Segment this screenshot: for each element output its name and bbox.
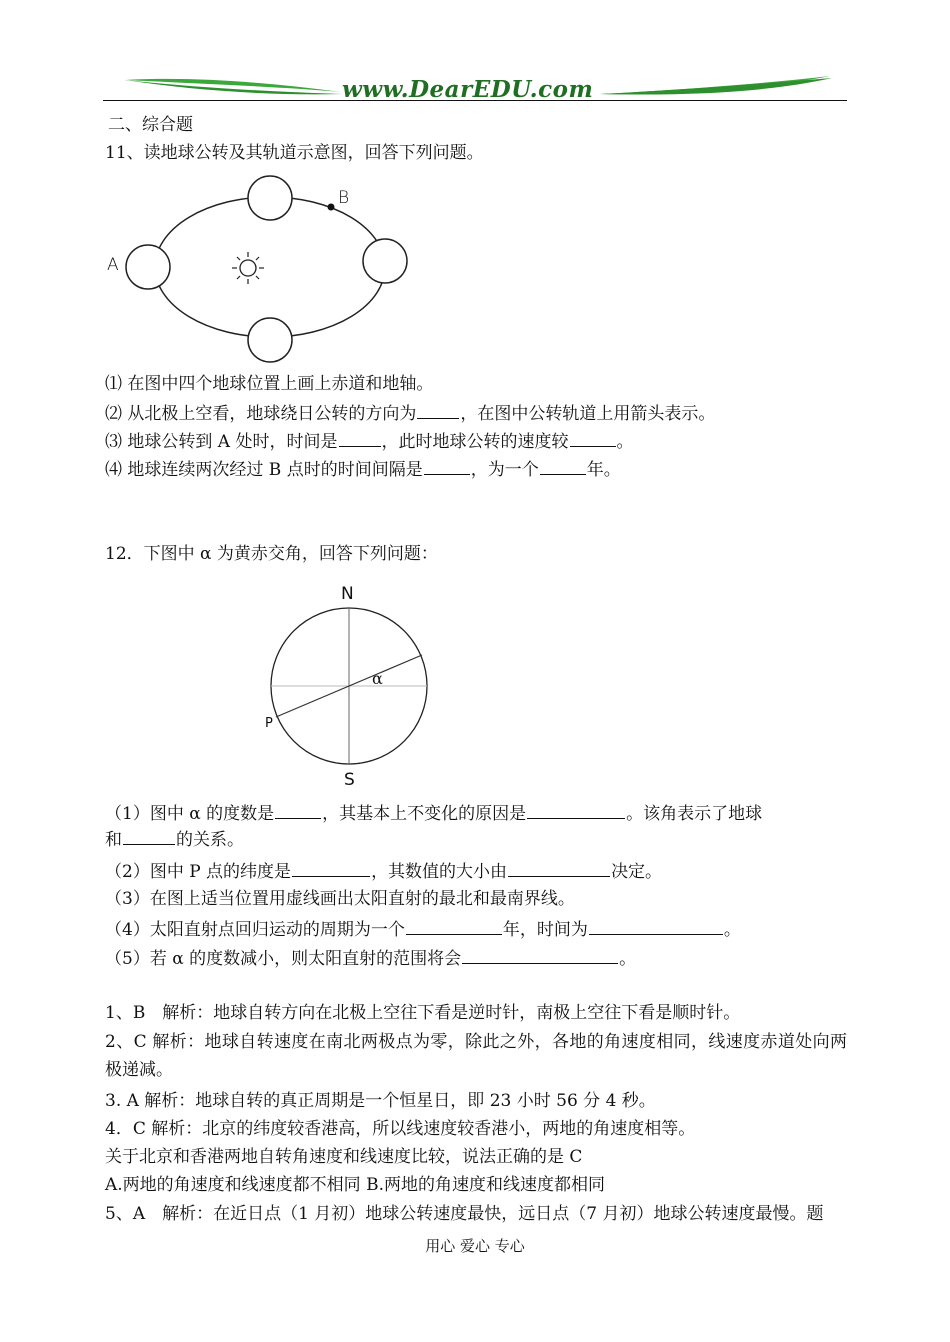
q11-item1: ⑴ 在图中四个地球位置上画上赤道和地轴。	[105, 374, 434, 394]
answer-3: 3. A 解析：地球自转的真正周期是一个恒星日，即 23 小时 56 分 4 秒。	[105, 1091, 656, 1111]
label-alpha: α	[372, 669, 383, 688]
q12-blank-reason[interactable]	[527, 801, 625, 819]
q12-blank-latitude[interactable]	[292, 859, 370, 877]
q11-blank-year[interactable]	[540, 457, 586, 475]
answer-4-question: 关于北京和香港两地自转角速度和线速度比较，说法正确的是 C	[105, 1147, 583, 1167]
answer-2: 2、C 解析：地球自转速度在南北两极点为零，除此之外，各地的角速度相同，线速度赤道处向两极递减。	[105, 1032, 847, 1080]
answer-5: 5、A 解析：在近日点（1 月初）地球公转速度最快，远日点（7 月初）地球公转速度最慢。题	[105, 1204, 824, 1224]
header-logo: www.DearEDU.com	[342, 76, 594, 103]
q11-title: 11、读地球公转及其轨道示意图，回答下列问题。	[105, 143, 484, 163]
earth-top	[248, 176, 292, 220]
answer-4-options: A.两地的角速度和线速度都不相同 B.两地的角速度和线速度都相同	[105, 1175, 605, 1195]
q11-item3: ⑶ 地球公转到 A 处时，时间是 ，此时地球公转的速度较 。	[105, 429, 634, 453]
q11-blank-direction[interactable]	[417, 401, 459, 419]
q12-blank-range[interactable]	[462, 946, 618, 964]
label-n: N	[341, 584, 354, 604]
q12-blank-duration[interactable]	[589, 917, 723, 935]
obliquity-diagram	[262, 580, 442, 795]
section-title: 二、综合题	[108, 115, 193, 135]
q12-blank-relation[interactable]	[123, 827, 175, 845]
label-p: P	[265, 716, 273, 731]
answer-4: 4．C 解析：北京的纬度较香港高，所以线速度较香港小，两地的角速度相等。	[105, 1119, 696, 1139]
q11-blank-time[interactable]	[339, 429, 381, 447]
label-a: A	[107, 255, 119, 275]
label-b: B	[338, 188, 350, 208]
earth-right	[363, 239, 407, 283]
q11-blank-interval[interactable]	[424, 457, 470, 475]
orbit-diagram	[100, 170, 420, 370]
q12-item3: （3）在图上适当位置用虚线画出太阳直射的最北和最南界线。	[105, 889, 575, 909]
answer-1: 1、B 解析：地球自转方向在北极上空往下看是逆时针，南极上空往下看是顺时针。	[105, 1003, 741, 1023]
q12-item4: （4）太阳直射点回归运动的周期为一个 年，时间为 。	[105, 917, 741, 941]
q12-blank-degree[interactable]	[275, 801, 321, 819]
q12-item1: （1）图中 α 的度数是 ，其基本上不变化的原因是 。该角表示了地球 和 的关系。	[105, 801, 847, 853]
q11-item4: ⑷ 地球连续两次经过 B 点时的时间间隔是 ，为一个 年。	[105, 457, 621, 481]
label-s: S	[344, 770, 355, 790]
q11-blank-speed[interactable]	[570, 429, 616, 447]
q11-item2: ⑵ 从北极上空看，地球绕日公转的方向为 ，在图中公转轨道上用箭头表示。	[105, 401, 715, 425]
q12-item5: （5）若 α 的度数减小，则太阳直射的范围将会 。	[105, 946, 636, 970]
q12-blank-period[interactable]	[406, 917, 502, 935]
page-footer: 用心 爱心 专心	[425, 1237, 525, 1255]
q12-blank-factor[interactable]	[508, 859, 610, 877]
earth-bottom	[248, 318, 292, 362]
header-rule	[103, 100, 847, 101]
q12-item2: （2）图中 P 点的纬度是 ，其数值的大小由 决定。	[105, 859, 662, 883]
point-b	[328, 204, 335, 211]
earth-left	[126, 245, 170, 289]
q12-title: 12．下图中 α 为黄赤交角，回答下列问题：	[105, 544, 438, 564]
sun-icon	[232, 252, 264, 284]
